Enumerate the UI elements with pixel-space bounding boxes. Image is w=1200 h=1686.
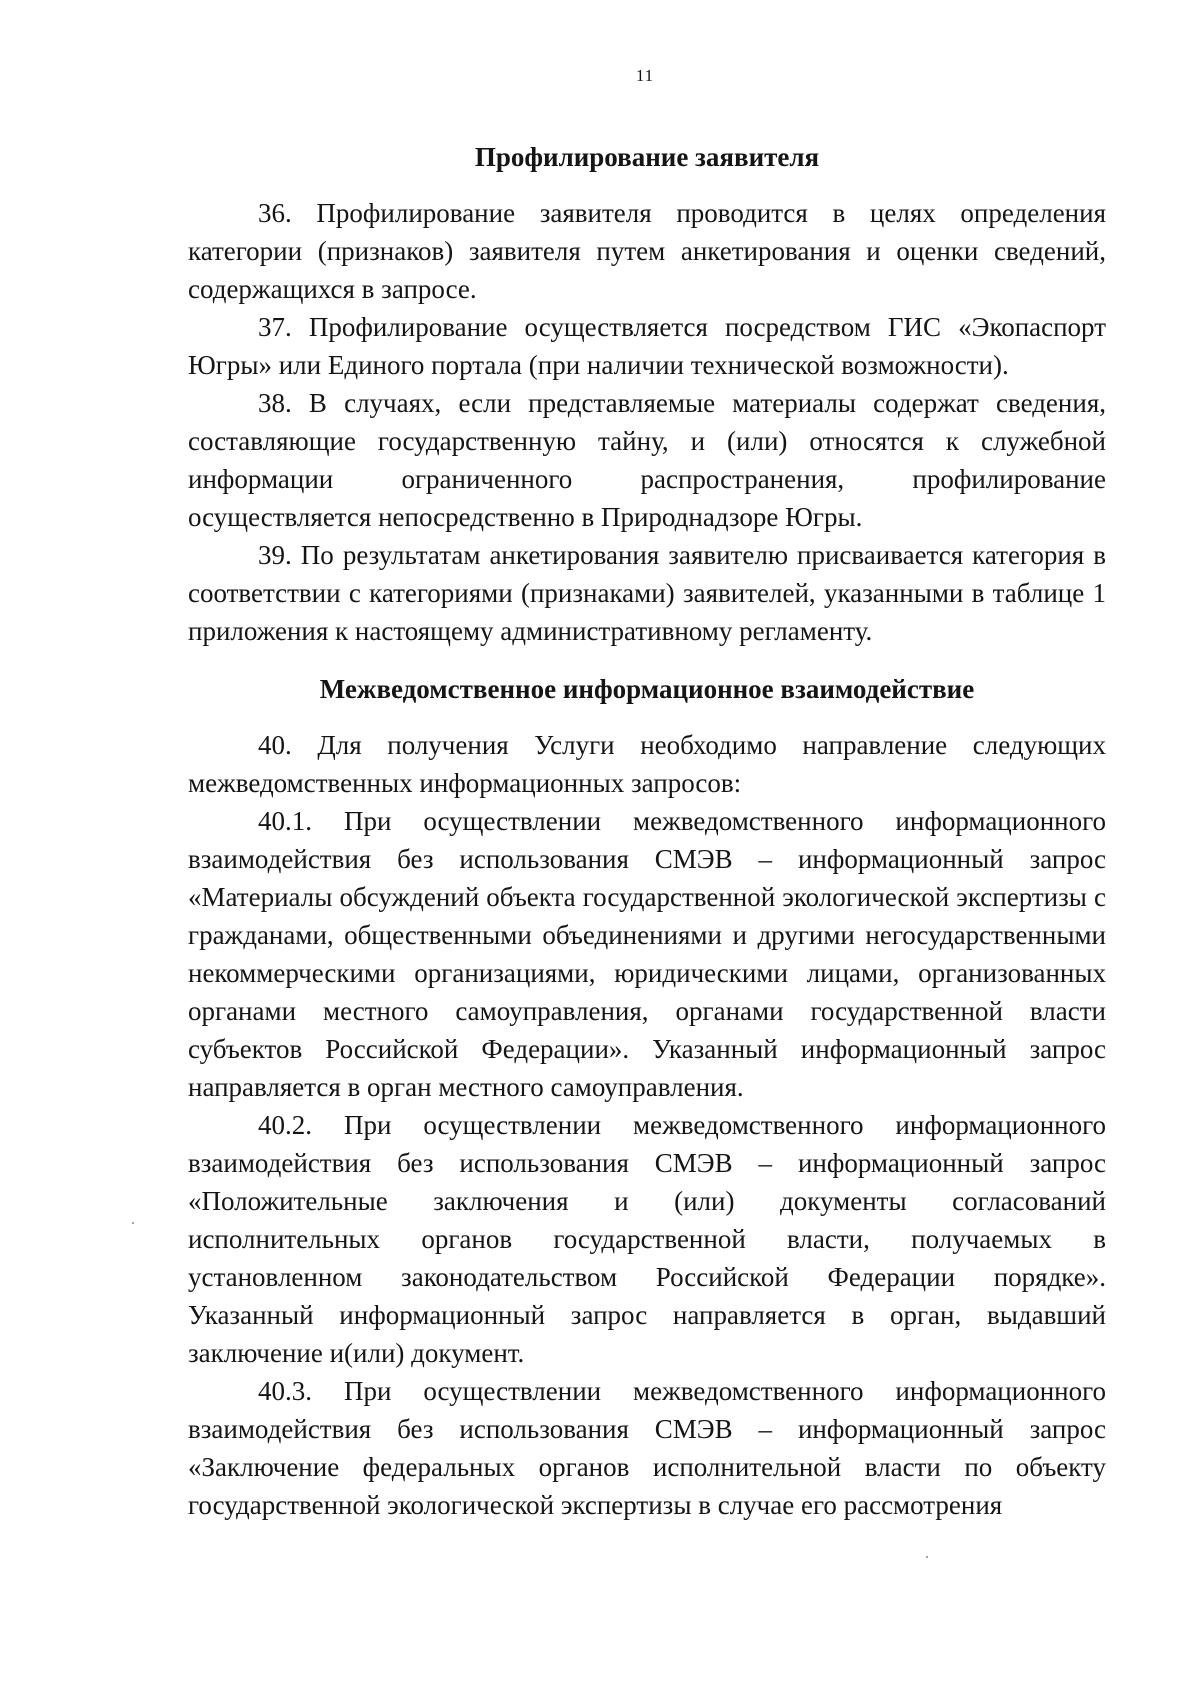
scan-speck	[132, 1222, 134, 1224]
paragraph-40-2: 40.2. При осуществлении межведомственного информационного взаимодействия без использования СМЭВ – информационный запрос «Положительные заключения и (или) документы согласований исполнительных органов государственной власти, получаемых в установленном законодательством Российской Федерации порядке». Указанный информационный запрос направляется в орган, выдавший заключение и(или) документ.	[188, 1110, 1106, 1368]
page-number: 11	[635, 66, 655, 85]
document-body	[188, 138, 1106, 1524]
section-heading-interagency-interaction: Межведомственное информационное взаимодействие	[319, 674, 975, 704]
paragraph-40-1: 40.1. При осуществлении межведомственного информационного взаимодействия без использования СМЭВ – информационный запрос «Материалы обсуждений объекта государственной экологической экспертизы с гражданами, общественными объединениями и другими негосударственными некоммерческими организациями, юридическими лицами, организованных органами местного самоуправления, органами государственной власти субъектов Российской Федерации». Указанный информационный запрос направляется в орган местного самоуправления.	[188, 806, 1106, 1102]
paragraph-40: 40. Для получения Услуги необходимо направление следующих межведомственных информационных запросов:	[188, 730, 1106, 798]
paragraph-39: 39. По результатам анкетирования заявителю присваивается категория в соответствии с категориями (признаками) заявителей, указанными в таблице 1 приложения к настоящему административному регламенту.	[188, 540, 1106, 646]
paragraph-37: 37. Профилирование осуществляется посредством ГИС «Экопаспорт Югры» или Единого портала (при наличии технической возможности).	[188, 312, 1106, 380]
scan-speck	[926, 1556, 928, 1558]
paragraph-36: 36. Профилирование заявителя проводится в целях определения категории (признаков) заявителя путем анкетирования и оценки сведений, содержащихся в запросе.	[188, 198, 1106, 304]
paragraph-40-3: 40.3. При осуществлении межведомственного информационного взаимодействия без использования СМЭВ – информационный запрос «Заключение федеральных органов исполнительной власти по объекту государственной экологической экспертизы в случае его рассмотрения	[188, 1376, 1106, 1520]
section-heading-applicant-profiling: Профилирование заявителя	[474, 142, 820, 172]
paragraph-38: 38. В случаях, если представляемые материалы содержат сведения, составляющие государственную тайну, и (или) относятся к служебной информации ограниченного распространения, профилирование осуществляется непосредственно в Природнадзоре Югры.	[188, 388, 1106, 532]
